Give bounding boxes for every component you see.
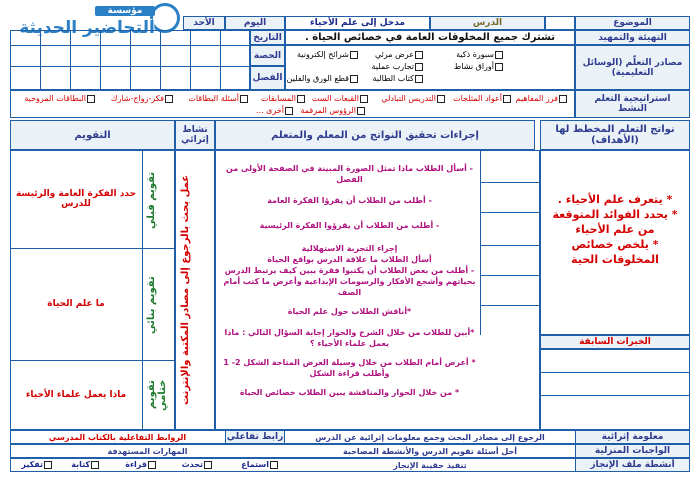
procedures-header: إجراءات تحقيق النواتج من المعلم والمتعلم [215,120,535,150]
procedure-item: * من خلال الحوار والمناقشة يبين الطلاب خصائص الحياة [239,388,460,397]
subject-value-cell [545,16,575,30]
lesson-title-cell: مدخل إلى علم الأحياء [285,16,430,30]
day-label-cell: اليوم [225,16,285,30]
strategy-item[interactable]: أخرى ... [256,106,294,115]
skill-item[interactable]: تحدث [182,460,213,469]
sources-cell [285,45,575,90]
homework-label: الواجبات المنزلية [575,444,690,458]
evaluation-type-1: تقويم بنائي [146,276,157,334]
outcomes-header: نواتج التعلم المخطط لها (الأهداف) [540,120,690,150]
skill-item[interactable]: قراءة [125,460,157,469]
outcome-item: * يلخص خصائص المخلوقات الحية [571,238,659,266]
evaluation-text-2: ماذا يعمل علماء الأحياء [25,390,127,400]
achievement-text: تنفيذ حقيبة الإنجاز [393,460,467,470]
period-label-cell: الحصة [250,45,285,66]
source-item[interactable]: تجارب عملية [371,62,424,71]
skills-label: المهارات المستهدفة [107,446,188,456]
procedure-item: - أطلب من الطلاب أن يقرؤوا الفكرة الرئيسية [259,221,440,230]
prior-knowledge-area [540,349,690,430]
link-text[interactable]: الروابط التفاعلية بالكتاب المدرسي [48,432,187,442]
intro-text-cell: تشترك جميع المخلوقات العامة في خصائص الحياة . [285,30,575,45]
enrichment-label: معلومة إثرائية [575,430,690,444]
procedure-item: * أعرض أمام الطلاب من خلال وسيلة العرض المتاحة الشكل 2- 1 وأطلب قراءة الشكل [223,358,476,378]
date-label-cell: التاريخ [250,30,285,45]
procedure-item: - أطلب من بعض الطلاب أن يكتبوا فقرة يبين كيف يرتبط الدرس بحياتهم وأشجع الأفكار والرسومات الإبداعية وأعرض ما كتب أمام الصف [223,266,476,297]
enrichment-text: الرجوع إلى مصادر البحث وجمع معلومات إثرائية عن الدرس [315,432,545,442]
achievement-label: أنشطة ملف الإنجاز [575,458,690,472]
outcome-item: * يتعرف علم الأحياء . [557,193,673,206]
procedure-item: *أناقش الطلاب حول علم الحياة [287,307,412,316]
strategy-item[interactable]: البطاقات المروحية [24,94,96,103]
evaluation-type-0: تقويم قبلي [146,171,157,229]
procedure-item: أسأل الطلاب ما علاقة الدرس بواقع الحياة [267,255,432,264]
lesson-label-cell: الدرس [430,16,545,30]
strategy-item[interactable]: الرؤوس المرقمة [300,106,366,115]
procedure-item: - أسأل الطلاب ماذا تمثل الصورة المبينة في الصفحة الأولى من الفصل [226,164,473,184]
class-label-cell: الفصل [250,66,285,90]
outcomes-list [544,192,686,267]
source-item[interactable]: عرض مرئي [375,50,424,59]
procedures-list [222,155,477,425]
strategy-item[interactable]: أعواد المثلجات [453,94,512,103]
skills-checkboxes [10,458,285,472]
source-item[interactable]: قطع الورق والفلين [287,74,359,83]
evaluation-text-1: ما علم الحياة [47,299,105,309]
skill-item[interactable]: كتابة [71,460,100,469]
strategy-item[interactable]: أسئلة البطاقات [188,94,249,103]
strategy-item[interactable]: المسابقات [261,94,306,103]
intro-label-cell: التهيئة والتمهيد [575,30,690,45]
strategy-item[interactable]: فكر-زواج-شارك [111,94,174,103]
source-item[interactable]: شرائح إلكترونية [297,50,359,59]
outcome-item: * يحدد الفوائد المتوقعة من علم الأحياء [552,208,678,236]
homework-text: أحل أسئلة تقويم الدرس والأنشطة المصاحبة [343,446,517,456]
activity-header: نشاط إثرائي [175,120,215,150]
skill-item[interactable]: استماع [241,460,279,469]
strategies-cell [10,90,575,118]
logo-line1: مؤسسة [95,6,155,16]
source-item[interactable]: أوراق نشاط [454,62,504,71]
prior-knowledge-cell: الخبرات السابقة [540,335,690,349]
subject-label-cell: الموضوع [575,16,690,30]
procedure-item: *أبين للطلاب من خلال الشرح والحوار إجابة السؤال التالي : ماذا يعمل علماء الأحياء ؟ [224,328,475,348]
strategy-label-cell: استراتيجية التعلم النشط [575,90,690,118]
strategy-item[interactable]: فرز المفاهيم [516,94,568,103]
sources-label-cell: مصادر التعلّم (الوسائل التعليمية) [575,45,690,90]
day-value-cell: الأحد [183,16,225,30]
activity-text: عمل بحث بالرجوع إلى مصادر المكتبة والإنترنت [180,174,191,406]
strategy-item[interactable]: القبعات الست [312,94,369,103]
skill-item[interactable]: تفكير [21,460,53,469]
source-item[interactable]: كتاب الطالبة [372,74,424,83]
procedure-item: - أطلب من الطلاب أن يقرؤا الفكرة العامة [267,196,432,205]
procedure-item: إجراء التجربة الاستهلالية [301,244,398,253]
link-label: رابط تفاعلي [226,432,284,442]
strategy-item[interactable]: التدريس التبادلي [381,94,446,103]
evaluation-type-2: تقويم ختامي [146,379,168,411]
logo-line2: التحاضير الحديثة [19,18,155,38]
source-item[interactable]: سبورة ذكية [456,50,504,59]
evaluation-text-0: حدد الفكرة العامة والرئيسة للدرس [15,189,137,209]
evaluation-header: التقويم [10,120,175,150]
